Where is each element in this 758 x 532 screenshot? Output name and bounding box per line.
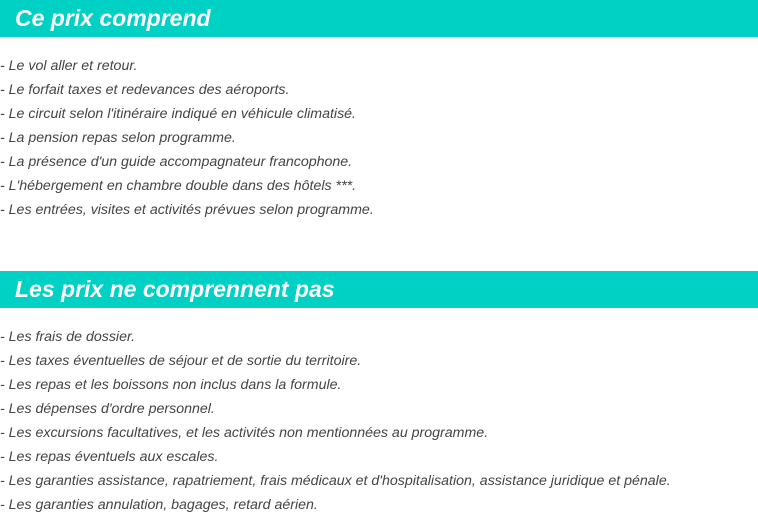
excluded-item: - Les dépenses d'ordre personnel.	[0, 401, 215, 417]
included-item: - La présence d'un guide accompagnateur francophone.	[0, 154, 353, 170]
excluded-section-header	[0, 271, 758, 308]
included-items-list	[0, 54, 374, 222]
included-section-title: Ce prix comprend	[15, 5, 211, 31]
excluded-item: - Les taxes éventuelles de séjour et de sortie du territoire.	[0, 353, 362, 369]
excluded-item: - Les garanties annulation, bagages, retard aérien.	[0, 497, 318, 513]
excluded-item: - Les repas et les boissons non inclus dans la formule.	[0, 377, 342, 393]
excluded-item: - Les frais de dossier.	[0, 329, 136, 345]
excluded-item: - Les excursions facultatives, et les activités non mentionnées au programme.	[0, 425, 489, 441]
excluded-items-list	[0, 325, 671, 517]
excluded-item: - Les repas éventuels aux escales.	[0, 449, 219, 465]
included-item: - Le vol aller et retour.	[0, 58, 138, 74]
included-section-header	[0, 0, 758, 37]
excluded-section-title: Les prix ne comprennent pas	[15, 276, 335, 302]
included-item: - La pension repas selon programme.	[0, 130, 236, 146]
included-item: - Le forfait taxes et redevances des aéroports.	[0, 82, 290, 98]
included-item: - Le circuit selon l'itinéraire indiqué en véhicule climatisé.	[0, 106, 356, 122]
excluded-item: - Les garanties assistance, rapatriement, frais médicaux et d'hospitalisation, assistance juridique et pénale.	[0, 473, 671, 489]
included-item: - Les entrées, visites et activités prévues selon programme.	[0, 202, 374, 218]
included-item: - L'hébergement en chambre double dans des hôtels ***.	[0, 178, 357, 194]
